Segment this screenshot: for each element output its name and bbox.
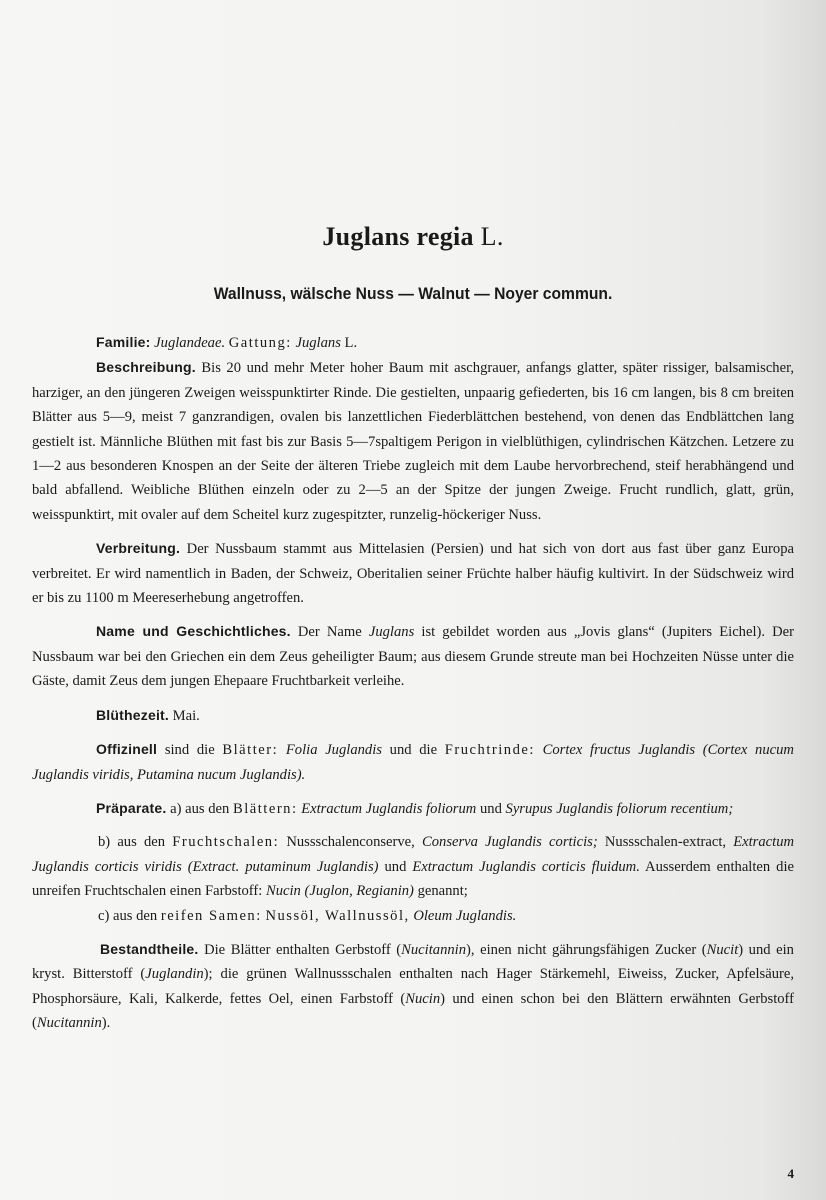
- praeparate-b-fluid: Extractum Juglandis corticis fluidum.: [412, 858, 640, 875]
- praeparate-b-und: und: [384, 858, 407, 875]
- beschreibung-label: Beschreibung.: [96, 359, 196, 376]
- name-label: Name und Geschichtliches.: [96, 623, 291, 640]
- praeparate-b-text-2: Nussschalen-extract,: [604, 834, 727, 851]
- praeparate-a-paragraph: [32, 796, 794, 821]
- page-number: 4: [787, 1166, 794, 1181]
- offizinell-text-3: und die: [389, 742, 438, 759]
- page-title: [0, 222, 826, 252]
- praeparate-a-extract: Extractum Juglandis foliorum: [301, 800, 477, 817]
- praeparate-b-genannt: genannt;: [417, 883, 468, 900]
- verbreitung-text: Der Nussbaum stammt aus Mittelasien (Persien) und hat sich von dort aus fast über ganz Europa verbreitet. Er wird namentlich in Baden, der Schweiz, Oberitalien seiner Früchte halber häufig kultivirt. In der Südschweiz wird er bis zu 1100 m Meereserhebung angetroffen.: [32, 541, 794, 607]
- bestandtheile-text-4: ); die grünen Wallnussschalen enthalten nach Hager Stärkemehl, Eiweiss, Zucker, Apfelsäure, Phosphorsäure, Kali, Kalkerde, fettes Oel, einen Farbstoff (: [32, 966, 794, 1007]
- title-author: L.: [480, 222, 504, 251]
- bluethezeit-paragraph: [32, 703, 794, 728]
- praeparate-b-paragraph: [32, 830, 794, 903]
- praeparate-a-und: und: [479, 800, 502, 817]
- page-subtitle: Wallnuss, wälsche Nuss — Walnut — Noyer commun.: [213, 284, 613, 303]
- beschreibung-text: Bis 20 und mehr Meter hoher Baum mit aschgrauer, anfangs glatter, später rissiger, balsamischer, harziger, an den jüngeren Zweigen weisspunktirter Rinde. Die gestielten, unpaarig gefiederten, bis 16 cm langen, bis 8 cm breiten Blätter aus 5—9, meist 7 ganzrandigen, ovalen bis lanzettlichen Fiederblättchen bestehend, von denen das Endblättchen lang gestielt ist. Männliche Blüthen mit fast bis zur Basis 5—7spaltigem Perigon in vielblüthigen, cylindrischen Kätzchen. Letzere zu 1—2 aus besonderen Knospen an der Seite der älteren Triebe zugleich mit dem Laube hervorbrechend, steif herabhängend und bald abfallend. Weibliche Blüthen einzeln oder zu 2—5 an der Spitze der jungen Zweige. Frucht rundlich, glatt, grün, weisspunktirt, mit ovaler auf dem Scheitel kurz zugespitzter, runzelig-höckeriger Nuss.: [32, 360, 794, 523]
- offizinell-paragraph: [32, 737, 794, 787]
- bestandtheile-text-3: ) und ein kryst. Bitterstoff (: [32, 941, 794, 983]
- offizinell-folia: Folia Juglandis: [285, 742, 382, 759]
- verbreitung-label: Verbreitung.: [96, 540, 181, 557]
- praeparate-b-text-1: Nussschalenconserve,: [286, 834, 415, 851]
- praeparate-b-text-3: Ausserdem enthalten die unreifen Fruchtschalen einen Farbstoff:: [32, 858, 794, 900]
- bestandtheile-text-2: ), einen nicht gährungsfähigen Zucker (: [466, 941, 707, 958]
- offizinell-cortex: Cortex fructus Juglandis (Cortex nucum Juglandis viridis, Putamina nucum Juglandis).: [32, 742, 794, 783]
- bestandtheile-text-5: ) und einen schon bei den Blättern erwähnten Gerbstoff (: [32, 990, 795, 1032]
- name-juglans: Juglans: [368, 624, 415, 641]
- praeparate-b-extract: Extractum Juglandis corticis viridis (Extract. putaminum Juglandis): [32, 834, 795, 875]
- name-text-1: Der Name: [297, 624, 362, 641]
- offizinell-text-1: sind die: [164, 742, 215, 759]
- bluethezeit-value: Mai.: [172, 707, 200, 724]
- gattung-label: Gattung:: [228, 335, 292, 351]
- familie-paragraph: [32, 330, 794, 355]
- praeparate-c-oleum: Oleum Juglandis.: [413, 907, 517, 924]
- praeparate-a-blaettern: Blättern:: [232, 800, 298, 817]
- name-text-2: ist gebildet worden aus „Jovis glans“ (Jupiters Eichel). Der Nussbaum war bei den Griechen ein dem Zeus geheiligter Baum; aus diesem Grunde streute man bei Hochzeiten Nüsse unter die Gäste, damit Zeus dem jungen Ehepaare Fruchtbarkeit verleihe.: [32, 624, 794, 690]
- praeparate-b-nucin: Nucin (Juglon, Regianin): [265, 883, 414, 900]
- bestandtheile-nucitannin: Nucitannin: [401, 941, 467, 958]
- praeparate-c-prefix: c) aus den: [98, 907, 158, 924]
- bestandtheile-nucit: Nucit: [706, 941, 739, 958]
- praeparate-b-conserva: Conserva Juglandis corticis;: [422, 834, 598, 851]
- praeparate-a-syrup: Syrupus Juglandis foliorum recentium;: [505, 800, 734, 817]
- bestandtheile-text-1: Die Blätter enthalten Gerbstoff (: [204, 941, 402, 958]
- praeparate-c-text-1: Nussöl, Wallnussöl,: [265, 907, 410, 924]
- praeparate-b-fruchtschalen: Fruchtschalen:: [172, 834, 280, 851]
- familie-label: Familie:: [96, 334, 151, 350]
- title-species: Juglans regia: [322, 222, 474, 251]
- bestandtheile-nucitannin-2: Nucitannin: [36, 1015, 102, 1032]
- bestandtheile-paragraph: [32, 937, 794, 1036]
- beschreibung-paragraph: [32, 355, 794, 527]
- bestandtheile-juglandin: Juglandin: [145, 966, 204, 983]
- praeparate-label: Präparate.: [96, 799, 167, 816]
- praeparate-c-samen: reifen Samen:: [160, 907, 262, 924]
- gattung-author: L.: [344, 335, 358, 351]
- name-paragraph: [32, 619, 794, 693]
- bluethezeit-label: Blüthezeit.: [96, 706, 169, 723]
- praeparate-a-prefix: a) aus den: [170, 800, 230, 817]
- bestandtheile-nucin: Nucin: [405, 990, 441, 1007]
- bestandtheile-text-6: ).: [101, 1015, 111, 1032]
- praeparate-c-paragraph: [32, 904, 794, 928]
- bestandtheile-label: Bestandtheile.: [100, 940, 199, 957]
- document-body: [32, 330, 794, 1036]
- offizinell-label: Offizinell: [96, 741, 158, 758]
- praeparate-b-prefix: b) aus den: [98, 834, 166, 851]
- offizinell-blaetter: Blätter:: [222, 742, 279, 759]
- familie-value: Juglandeae.: [154, 335, 226, 351]
- verbreitung-paragraph: [32, 536, 794, 610]
- gattung-value: Juglans: [295, 335, 341, 351]
- offizinell-fruchtrinde: Fruchtrinde:: [444, 742, 535, 759]
